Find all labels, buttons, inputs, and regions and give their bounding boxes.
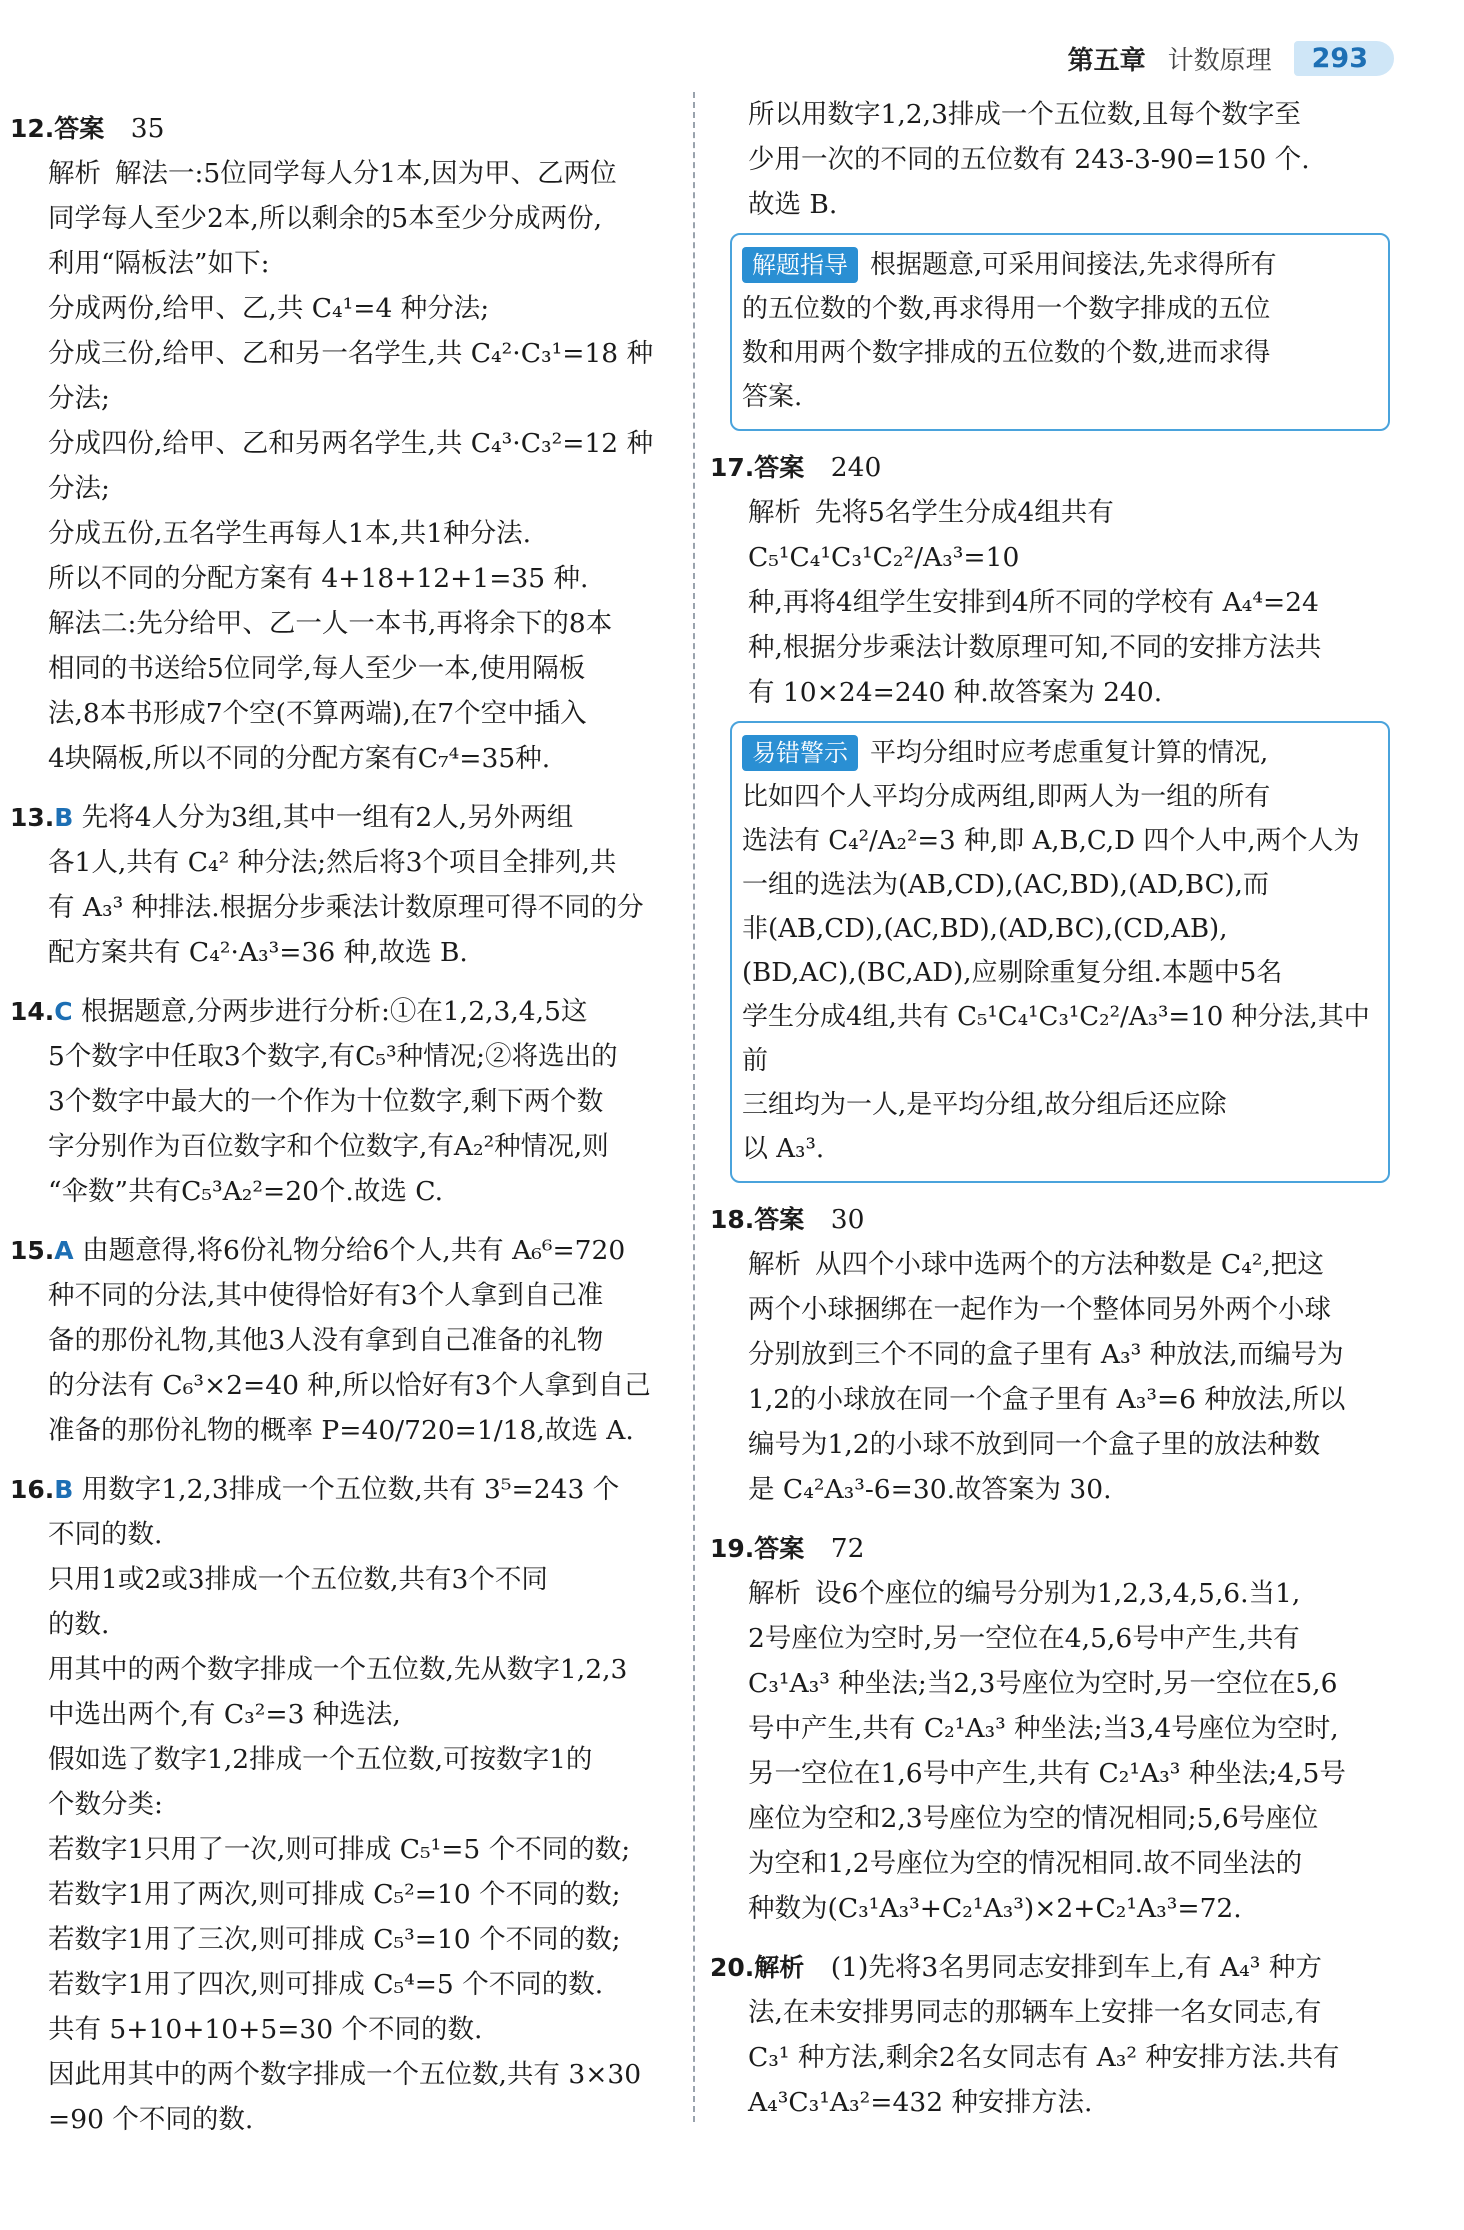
line-text: 利用“隔板法”如下: <box>48 248 270 279</box>
tip-line: 答案. <box>742 382 803 412</box>
text-line <box>10 331 678 376</box>
text-line <box>10 1408 678 1453</box>
line-text: 用其中的两个数字排成一个五位数,先从数字1,2,3 <box>48 1654 628 1685</box>
tip-tag: 解题指导 <box>742 247 858 283</box>
text-line <box>710 1841 1390 1886</box>
chapter-title: 计数原理 <box>1167 45 1272 76</box>
line-text: 若数字1用了三次,则可排成 C₅³=10 个不同的数; <box>48 1924 621 1955</box>
question-line <box>10 989 678 1034</box>
line-text: 的分法有 C₆³×2=40 种,所以恰好有3个人拿到自己 <box>48 1370 651 1401</box>
line-text: 号中产生,共有 C₂¹A₃³ 种坐法;当3,4号座位为空时, <box>748 1713 1339 1744</box>
line-text: 另一空位在1,6号中产生,共有 C₂¹A₃³ 种坐法;4,5号 <box>748 1758 1346 1789</box>
line-text: 从四个小球中选两个的方法种数是 C₄²,把这 <box>815 1249 1324 1280</box>
text-line <box>10 1647 678 1692</box>
text-line <box>710 1706 1390 1751</box>
analysis-label: 解析 <box>748 1249 801 1280</box>
text-line <box>10 646 678 691</box>
right-column <box>710 92 1390 2125</box>
question-number: 13. <box>10 803 55 832</box>
line-text: 共有 5+10+10+5=30 个不同的数. <box>48 2014 483 2045</box>
line-text: 240 <box>830 452 882 483</box>
text-line <box>10 466 678 511</box>
text-line <box>10 1318 678 1363</box>
question-line <box>10 106 678 151</box>
line-text: 分成五份,五名学生再每人1本,共1种分法. <box>48 518 531 549</box>
line-text: 分成两份,给甲、乙,共 C₄¹=4 种分法; <box>48 293 490 324</box>
text-line <box>710 1751 1390 1796</box>
answer-choice: C <box>54 997 73 1026</box>
line-text: 少用一次的不同的五位数有 243-3-90=150 个. <box>748 144 1310 175</box>
chapter-label: 第五章 <box>1067 45 1146 76</box>
text-line <box>10 556 678 601</box>
text-line <box>10 1512 678 1557</box>
text-line <box>710 1422 1390 1467</box>
line-text: 编号为1,2的小球不放到同一个盒子里的放法种数 <box>748 1429 1321 1460</box>
line-text: 3个数字中最大的一个作为十位数字,剩下两个数 <box>48 1086 604 1117</box>
line-text: 因此用其中的两个数字排成一个五位数,共有 3×30 <box>48 2059 642 2090</box>
text-line <box>710 1467 1390 1512</box>
question-number: 12.答案 <box>10 114 105 143</box>
line-text: 准备的那份礼物的概率 P=40/720=1/18,故选 A. <box>48 1415 634 1446</box>
tip-line: 以 A₃³. <box>742 1134 825 1164</box>
text-line <box>710 625 1390 670</box>
line-text: (1)先将3名男同志安排到车上,有 A₄³ 种方 <box>830 1952 1322 1983</box>
question-line <box>10 1467 678 1512</box>
line-text: 两个小球捆绑在一起作为一个整体同另外两个小球 <box>748 1294 1331 1325</box>
line-text: 先将4人分为3组,其中一组有2人,另外两组 <box>73 802 574 833</box>
line-text: 4块隔板,所以不同的分配方案有C₇⁴=35种. <box>48 743 551 774</box>
analysis-label: 解析 <box>748 497 801 528</box>
text-line <box>710 1332 1390 1377</box>
line-text: 分法; <box>48 383 110 414</box>
text-line <box>710 670 1390 715</box>
text-line <box>10 376 678 421</box>
question-line <box>710 1526 1390 1571</box>
question-number: 20.解析 <box>710 1953 805 1982</box>
line-text: 有 A₃³ 种排法.根据分步乘法计数原理可得不同的分 <box>48 892 644 923</box>
line-text: 为空和1,2号座位为空的情况相同.故不同坐法的 <box>748 1848 1303 1879</box>
text-line <box>10 1692 678 1737</box>
tip-line: 学生分成4组,共有 C₅¹C₄¹C₃¹C₂²/A₃³=10 种分法,其中前 <box>742 1002 1370 1076</box>
text-line <box>10 1737 678 1782</box>
text-line <box>10 1363 678 1408</box>
tip-box <box>730 721 1390 1183</box>
tip-line: (BD,AC),(BC,AD),应剔除重复分组.本题中5名 <box>742 958 1283 988</box>
text-line <box>710 1571 1390 1616</box>
line-text: 1,2的小球放在同一个盒子里有 A₃³=6 种放法,所以 <box>748 1384 1346 1415</box>
text-line <box>10 1034 678 1079</box>
line-text: 2号座位为空时,另一空位在4,5,6号中产生,共有 <box>748 1623 1300 1654</box>
line-text: 不同的数. <box>48 1519 163 1550</box>
text-line <box>10 1782 678 1827</box>
text-line <box>710 1796 1390 1841</box>
question-line <box>710 1197 1390 1242</box>
line-text: 座位为空和2,3号座位为空的情况相同;5,6号座位 <box>748 1803 1319 1834</box>
analysis-label: 解析 <box>748 1578 801 1609</box>
text-line <box>710 2035 1390 2080</box>
text-line <box>10 2097 678 2142</box>
text-line <box>10 1872 678 1917</box>
line-text: 先将5名学生分成4组共有 C₅¹C₄¹C₃¹C₂²/A₃³=10 <box>748 497 1114 573</box>
line-text: 种,再将4组学生安排到4所不同的学校有 A₄⁴=24 <box>748 587 1319 618</box>
text-line <box>710 1377 1390 1422</box>
line-text: 备的那份礼物,其他3人没有拿到自己准备的礼物 <box>48 1325 604 1356</box>
text-line <box>10 1917 678 1962</box>
line-text: 所以不同的分配方案有 4+18+12+1=35 种. <box>48 563 589 594</box>
tip-line: 的五位数的个数,再求得用一个数字排成的五位 <box>742 294 1271 324</box>
line-text: 配方案共有 C₄²·A₃³=36 种,故选 B. <box>48 937 468 968</box>
analysis-label: 解析 <box>48 158 101 189</box>
text-line <box>10 2052 678 2097</box>
text-line <box>10 1962 678 2007</box>
text-line <box>10 885 678 930</box>
line-text: 是 C₄²A₃³-6=30.故答案为 30. <box>748 1474 1112 1505</box>
line-text: 72 <box>830 1533 865 1564</box>
line-text: 有 10×24=240 种.故答案为 240. <box>748 677 1163 708</box>
text-line <box>710 580 1390 625</box>
text-line <box>10 840 678 885</box>
page-number: 293 <box>1294 41 1394 76</box>
text-line <box>710 92 1390 137</box>
line-text: 若数字1用了四次,则可排成 C₅⁴=5 个不同的数. <box>48 1969 604 2000</box>
tip-line: 根据题意,可采用间接法,先求得所有 <box>870 250 1277 280</box>
question-line <box>10 795 678 840</box>
line-text: 分成三份,给甲、乙和另一名学生,共 C₄²·C₃¹=18 种 <box>48 338 654 369</box>
line-text: “伞数”共有C₅³A₂²=20个.故选 C. <box>48 1176 444 1207</box>
line-text: A₄³C₃¹A₃²=432 种安排方法. <box>748 2087 1093 2118</box>
text-line <box>10 1124 678 1169</box>
line-text: 分法; <box>48 473 110 504</box>
question-number: 16. <box>10 1475 55 1504</box>
text-line <box>10 1273 678 1318</box>
text-line <box>10 286 678 331</box>
answer-choice: A <box>54 1236 74 1265</box>
line-text: 用数字1,2,3排成一个五位数,共有 3⁵=243 个 <box>73 1474 620 1505</box>
line-text: 若数字1用了两次,则可排成 C₅²=10 个不同的数; <box>48 1879 621 1910</box>
text-line <box>10 196 678 241</box>
line-text: 解法一:5位同学每人分1本,因为甲、乙两位 <box>115 158 617 189</box>
question-number: 15. <box>10 1236 55 1265</box>
line-text: 种数为(C₃¹A₃³+C₂¹A₃³)×2+C₂¹A₃³=72. <box>748 1893 1242 1924</box>
line-text: 由题意得,将6份礼物分给6个人,共有 A₆⁶=720 <box>73 1235 626 1266</box>
text-line <box>10 736 678 781</box>
line-text: 个数分类: <box>48 1789 163 1820</box>
question-line <box>710 445 1390 490</box>
line-text: 法,8本书形成7个空(不算两端),在7个空中插入 <box>48 698 587 729</box>
tip-line: 数和用两个数字排成的五位数的个数,进而求得 <box>742 338 1271 368</box>
text-line <box>10 1079 678 1124</box>
text-line <box>10 930 678 975</box>
text-line <box>710 1661 1390 1706</box>
text-line <box>710 137 1390 182</box>
tip-line: 一组的选法为(AB,CD),(AC,BD),(AD,BC),而 <box>742 870 1269 900</box>
text-line <box>10 241 678 286</box>
line-text: 设6个座位的编号分别为1,2,3,4,5,6.当1, <box>815 1578 1301 1609</box>
answer-choice: B <box>54 1475 74 1504</box>
left-column <box>10 92 678 2142</box>
line-text: 假如选了数字1,2排成一个五位数,可按数字1的 <box>48 1744 593 1775</box>
text-line <box>10 1557 678 1602</box>
line-text: 种,根据分步乘法计数原理可知,不同的安排方法共 <box>748 632 1322 663</box>
line-text: 各1人,共有 C₄² 种分法;然后将3个项目全排列,共 <box>48 847 617 878</box>
text-line <box>10 151 678 196</box>
tip-box <box>730 233 1390 431</box>
line-text: 的数. <box>48 1609 110 1640</box>
line-text: 35 <box>130 113 165 144</box>
line-text: 根据题意,分两步进行分析:①在1,2,3,4,5这 <box>72 996 588 1027</box>
question-number: 19.答案 <box>710 1534 805 1563</box>
line-text: 解法二:先分给甲、乙一人一本书,再将余下的8本 <box>48 608 613 639</box>
question-number: 17.答案 <box>710 453 805 482</box>
text-line <box>710 1616 1390 1661</box>
tip-line: 非(AB,CD),(AC,BD),(AD,BC),(CD,AB), <box>742 914 1228 944</box>
text-line <box>710 1886 1390 1931</box>
tip-line: 平均分组时应考虑重复计算的情况, <box>870 738 1269 768</box>
text-line <box>710 1287 1390 1332</box>
line-text: C₃¹A₃³ 种坐法;当2,3号座位为空时,另一空位在5,6 <box>748 1668 1338 1699</box>
text-line <box>710 1242 1390 1287</box>
question-number: 18.答案 <box>710 1205 805 1234</box>
line-text: 若数字1只用了一次,则可排成 C₅¹=5 个不同的数; <box>48 1834 631 1865</box>
line-text: =90 个不同的数. <box>48 2104 254 2135</box>
text-line <box>10 511 678 556</box>
text-line <box>10 1169 678 1214</box>
text-line <box>10 1827 678 1872</box>
tip-tag: 易错警示 <box>742 735 858 771</box>
text-line <box>10 691 678 736</box>
text-line <box>710 2080 1390 2125</box>
line-text: 字分别作为百位数字和个位数字,有A₂²种情况,则 <box>48 1131 609 1162</box>
line-text: 分别放到三个不同的盒子里有 A₃³ 种放法,而编号为 <box>748 1339 1344 1370</box>
column-divider <box>693 92 695 2122</box>
tip-line: 选法有 C₄²/A₂²=3 种,即 A,B,C,D 四个人中,两个人为 <box>742 826 1360 856</box>
line-text: 所以用数字1,2,3排成一个五位数,且每个数字至 <box>748 99 1301 130</box>
line-text: C₃¹ 种方法,剩余2名女同志有 A₃² 种安排方法.共有 <box>748 2042 1340 2073</box>
line-text: 分成四份,给甲、乙和另两名学生,共 C₄³·C₃²=12 种 <box>48 428 654 459</box>
question-line <box>710 1945 1390 1990</box>
line-text: 5个数字中任取3个数字,有C₅³种情况;②将选出的 <box>48 1041 618 1072</box>
line-text: 相同的书送给5位同学,每人至少一本,使用隔板 <box>48 653 586 684</box>
text-line <box>10 421 678 466</box>
line-text: 同学每人至少2本,所以剩余的5本至少分成两份, <box>48 203 603 234</box>
text-line <box>710 1990 1390 2035</box>
question-number: 14. <box>10 997 55 1026</box>
text-line <box>10 2007 678 2052</box>
line-text: 中选出两个,有 C₃²=3 种选法, <box>48 1699 401 1730</box>
line-text: 只用1或2或3排成一个五位数,共有3个不同 <box>48 1564 548 1595</box>
line-text: 故选 B. <box>748 189 838 220</box>
text-line <box>10 1602 678 1647</box>
tip-line: 比如四个人平均分成两组,即两人为一组的所有 <box>742 782 1271 812</box>
line-text: 种不同的分法,其中使得恰好有3个人拿到自己准 <box>48 1280 604 1311</box>
answer-choice: B <box>54 803 74 832</box>
text-line <box>710 182 1390 227</box>
line-text: 30 <box>830 1204 865 1235</box>
text-line <box>10 601 678 646</box>
line-text: 法,在未安排男同志的那辆车上安排一名女同志,有 <box>748 1997 1322 2028</box>
tip-line: 三组均为一人,是平均分组,故分组后还应除 <box>742 1090 1227 1120</box>
text-line <box>710 490 1390 580</box>
question-line <box>10 1228 678 1273</box>
page-header <box>1068 38 1394 78</box>
